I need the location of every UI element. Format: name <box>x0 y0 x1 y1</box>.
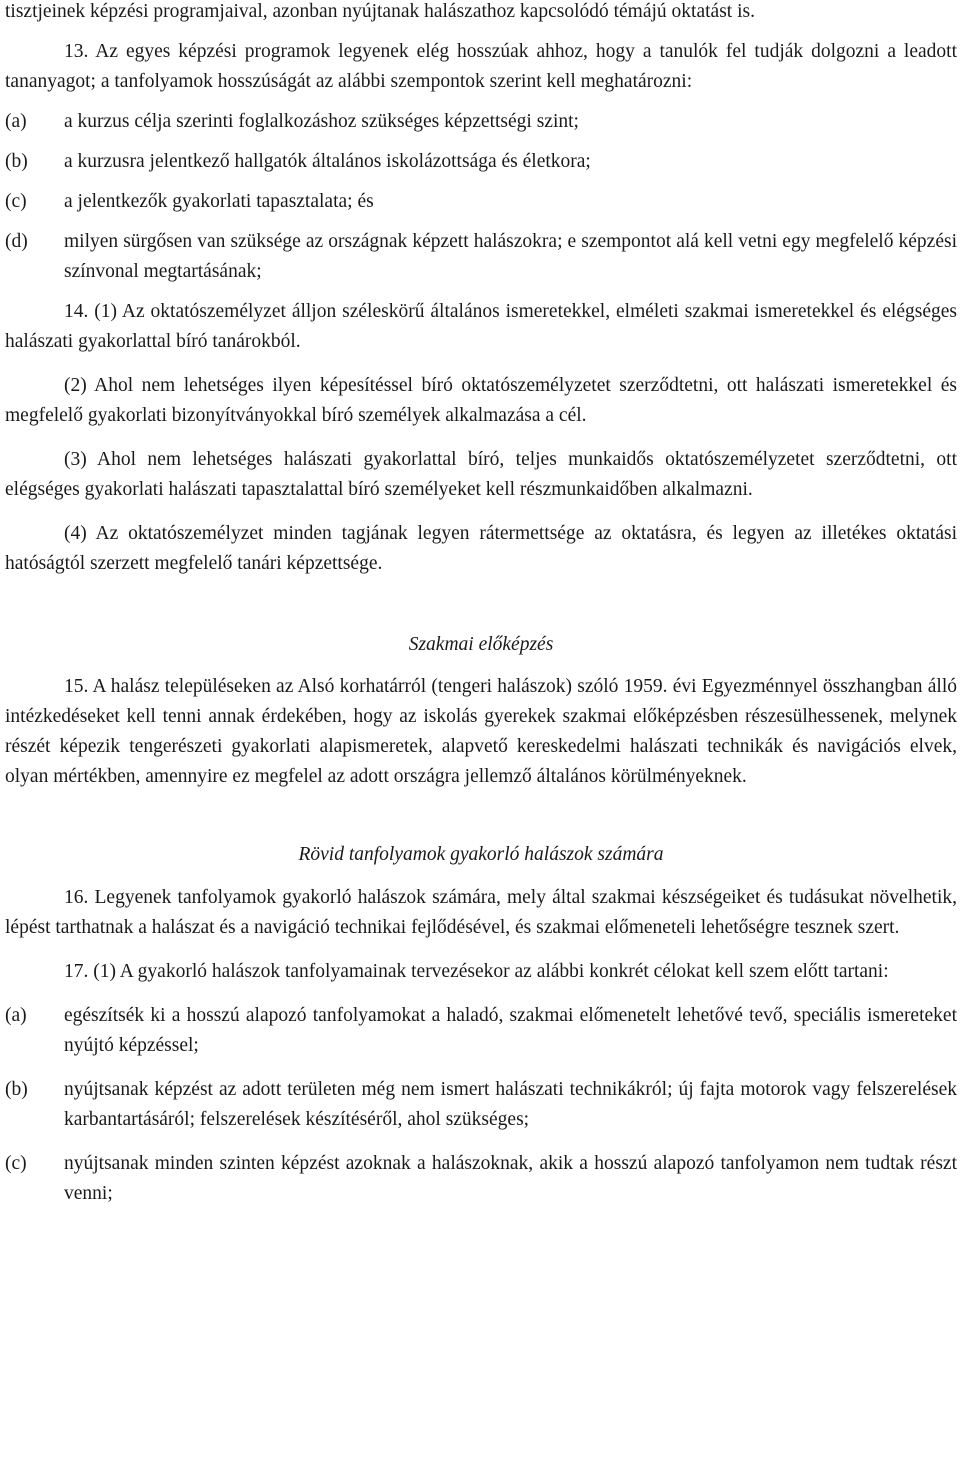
list-text: nyújtsanak képzést az adott területen még nem ismert halászati technikákról; új fajta motorok vagy felszerelések karbantartásáról; felszerelések készítéséről, ahol szükséges; <box>64 1079 957 1130</box>
list-item-13c <box>5 187 957 217</box>
list-label: (b) <box>5 151 28 172</box>
list-item-17c <box>5 1149 957 1209</box>
list-text: a jelentkezők gyakorlati tapasztalata; és <box>64 191 374 212</box>
list-item-17b <box>5 1075 957 1135</box>
section-heading-rovid-tanfolyamok: Rövid tanfolyamok gyakorló halászok számára <box>298 844 664 865</box>
paragraph-17-intro: 17. (1) A gyakorló halászok tanfolyamainak tervezésekor az alábbi konkrét célokat kell szem előtt tartani: <box>64 961 889 982</box>
list-label: (a) <box>5 111 27 132</box>
list-item-17a <box>5 1001 957 1061</box>
paragraph-14-3: (3) Ahol nem lehetséges halászati gyakorlattal bíró, teljes munkaidős oktatószemélyzetet szerződtetni, ott elégséges gyakorlati halászati tapasztalattal bíró személyeket kell részmunkaidőben alkalmazni. <box>5 449 957 500</box>
list-text: a kurzusra jelentkező hallgatók általános iskolázottsága és életkora; <box>64 151 591 172</box>
list-item-13b <box>5 147 957 177</box>
list-text: nyújtsanak minden szinten képzést azoknak a halászoknak, akik a hosszú alapozó tanfolyamon nem tudtak részt venni; <box>64 1153 957 1204</box>
list-label: (a) <box>5 1005 27 1026</box>
list-text: a kurzus célja szerinti foglalkozáshoz szükséges képzettségi szint; <box>64 111 579 132</box>
paragraph-14-1: 14. (1) Az oktatószemélyzet álljon széleskörű általános ismeretekkel, elméleti szakmai ismeretekkel és elégséges halászati gyakorlattal bíró tanárokból. <box>5 301 957 352</box>
list-item-13d <box>5 227 957 287</box>
list-label: (b) <box>5 1079 28 1100</box>
paragraph-15: 15. A halász településeken az Alsó korhatárról (tengeri halászok) szóló 1959. évi Egyezménnyel összhangban álló intézkedéseket kell tenni annak érdekében, hogy az iskolás gyerekek szakmai előképzésben részesülhessenek, melynek részét képezik tengerészeti gyakorlati alapismeretek, alapvető kereskedelmi halászati technikák és navigációs elvek, olyan mértékben, amennyire ez megfelel az adott országra jellemző általános körülményeknek. <box>5 676 957 787</box>
paragraph-13-intro: 13. Az egyes képzési programok legyenek elég hosszúak ahhoz, hogy a tanulók fel tudják dolgozni a leadott tananyagot; a tanfolyamok hosszúságát az alábbi szempontok szerint kell meghatározni: <box>5 41 957 92</box>
list-text: milyen sürgősen van szüksége az országnak képzett halászokra; e szempontot alá kell vetni egy megfelelő képzési színvonal megtartásának; <box>64 231 957 282</box>
paragraph-16: 16. Legyenek tanfolyamok gyakorló halászok számára, mely által szakmai készségeiket és tudásukat növelhetik, lépést tarthatnak a halászat és a navigáció technikai fejlődésével, és szakmai előmeneteli lehetőségre tesznek szert. <box>5 887 957 938</box>
continuation-paragraph: tisztjeinek képzési programjaival, azonban nyújtanak halászathoz kapcsolódó témájú oktatást is. <box>5 1 755 22</box>
list-item-13a <box>5 107 957 137</box>
list-label: (d) <box>5 231 28 252</box>
list-label: (c) <box>5 191 27 212</box>
document-page <box>5 0 957 1209</box>
list-label: (c) <box>5 1153 27 1174</box>
paragraph-14-4: (4) Az oktatószemélyzet minden tagjának legyen rátermettsége az oktatásra, és legyen az illetékes oktatási hatóságtól szerzett megfelelő tanári képzettsége. <box>5 523 957 574</box>
section-heading-szakmai-elokepzes: Szakmai előképzés <box>408 634 554 655</box>
paragraph-14-2: (2) Ahol nem lehetséges ilyen képesítéssel bíró oktatószemélyzetet szerződtetni, ott halászati ismeretekkel és megfelelő gyakorlati bizonyítványokkal bíró személyek alkalmazása a cél. <box>5 375 957 426</box>
list-text: egészítsék ki a hosszú alapozó tanfolyamokat a haladó, szakmai előmenetelt lehetővé tevő, speciális ismereteket nyújtó képzéssel; <box>64 1005 957 1056</box>
